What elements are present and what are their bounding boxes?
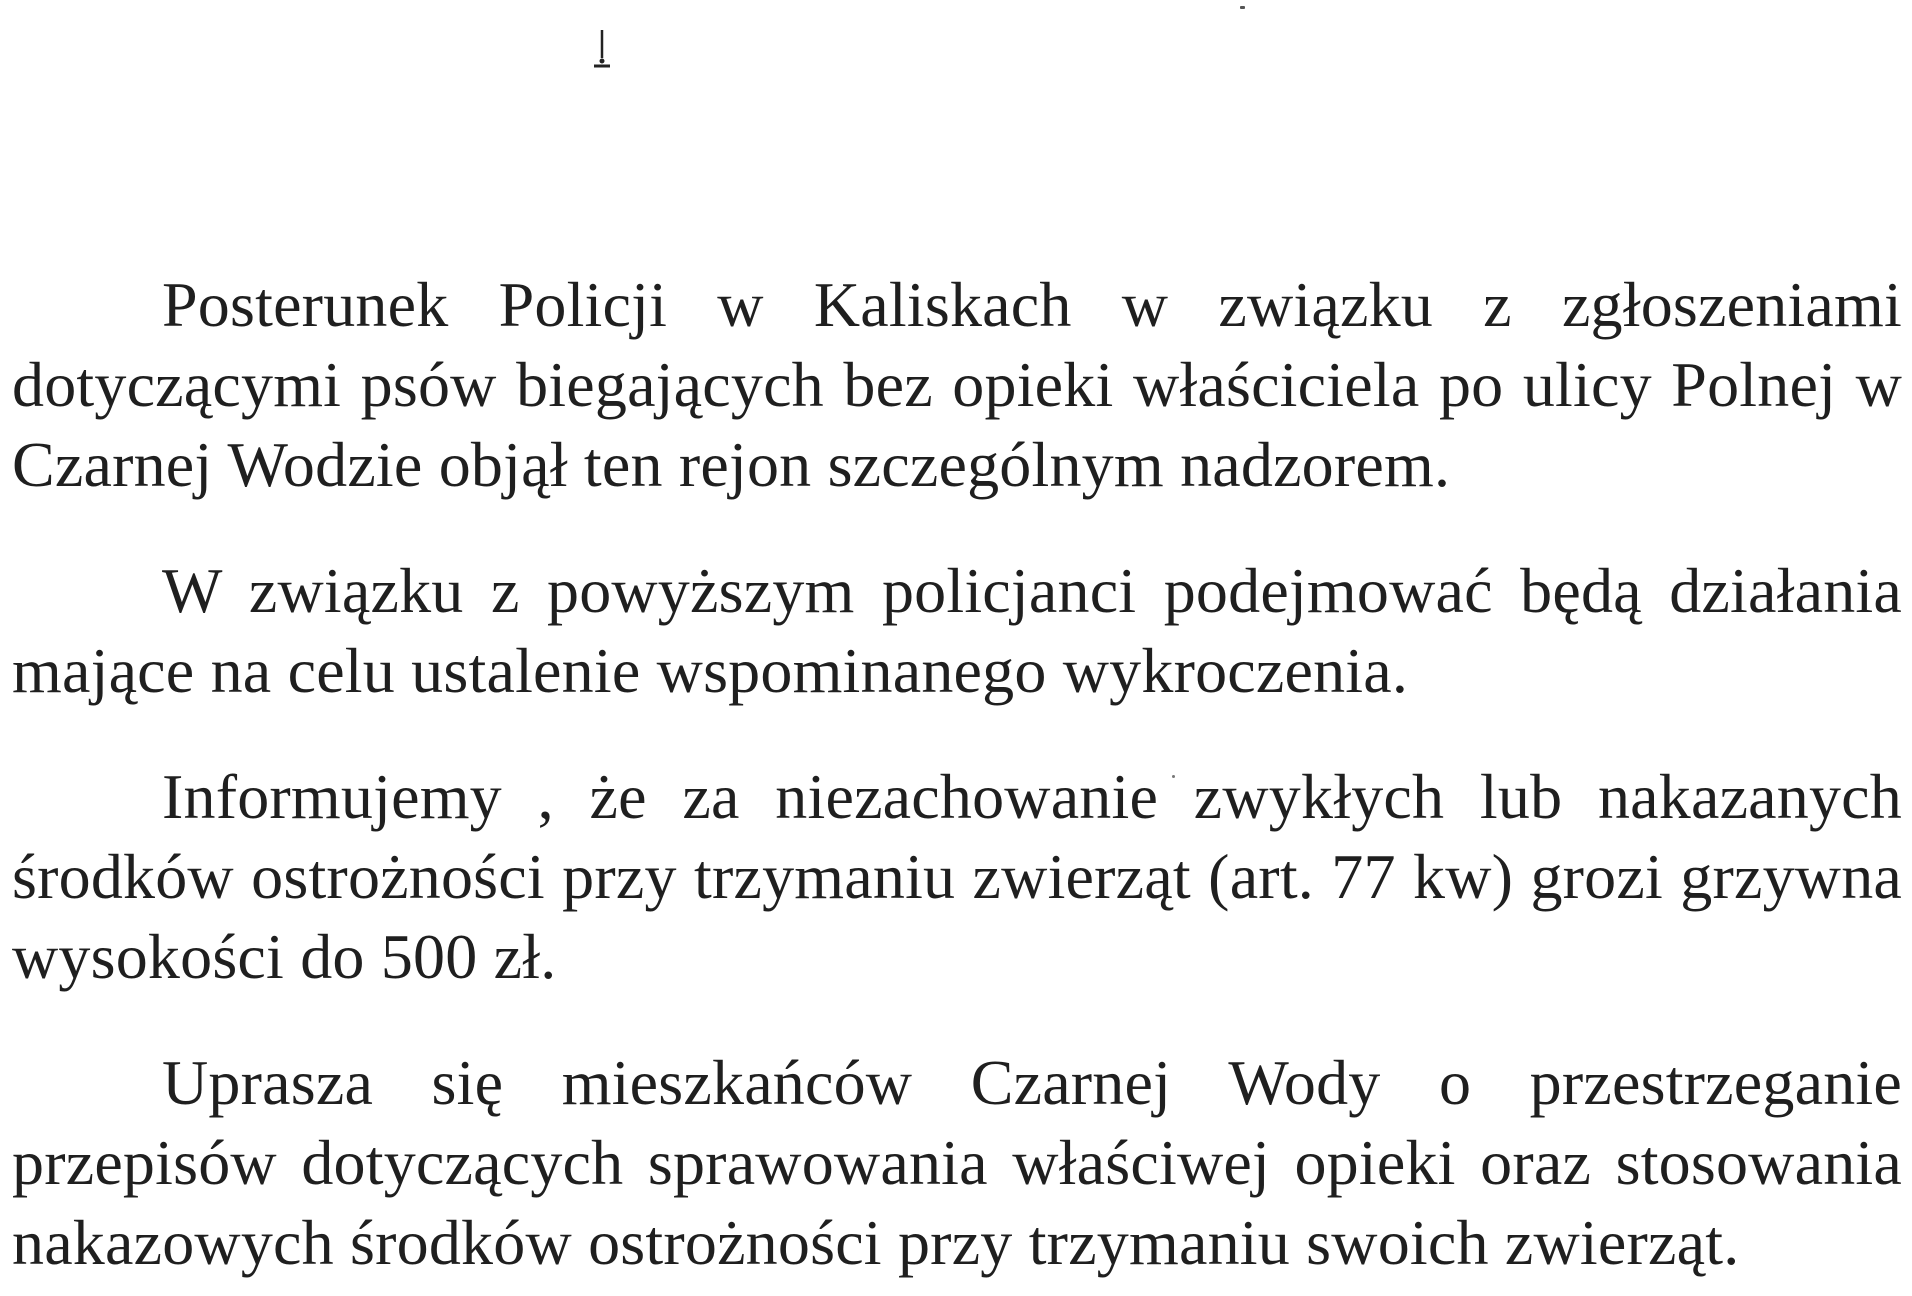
paragraph-police-action: W związku z powyższym policjanci podejmować będą działania mające na celu ustalenie wspominanego wykroczenia.: [12, 555, 1902, 706]
paragraph-resident-request: Uprasza się mieszkańców Czarnej Wody o przestrzeganie przepisów dotyczących sprawowania właściwej opieki oraz stosowania nakazowych środków ostrożności przy trzymaniu swoich zwierząt.: [12, 1047, 1902, 1278]
notice-body: [12, 265, 1902, 1283]
scan-artifact-mark: [590, 28, 614, 70]
paragraph-fine-notice: Informujemy , że za niezachowanie zwykłych lub nakazanych środków ostrożności przy trzymaniu zwierząt (art. 77 kw) grozi grzywna wysokości do 500 zł.: [12, 761, 1902, 992]
scan-artifact-speck: [1240, 6, 1245, 9]
paragraph-supervision: Posterunek Policji w Kaliskach w związku z zgłoszeniami dotyczącymi psów biegających bez opieki właściciela po ulicy Polnej w Czarnej Wodzie objął ten rejon szczególnym nadzorem.: [12, 269, 1902, 500]
